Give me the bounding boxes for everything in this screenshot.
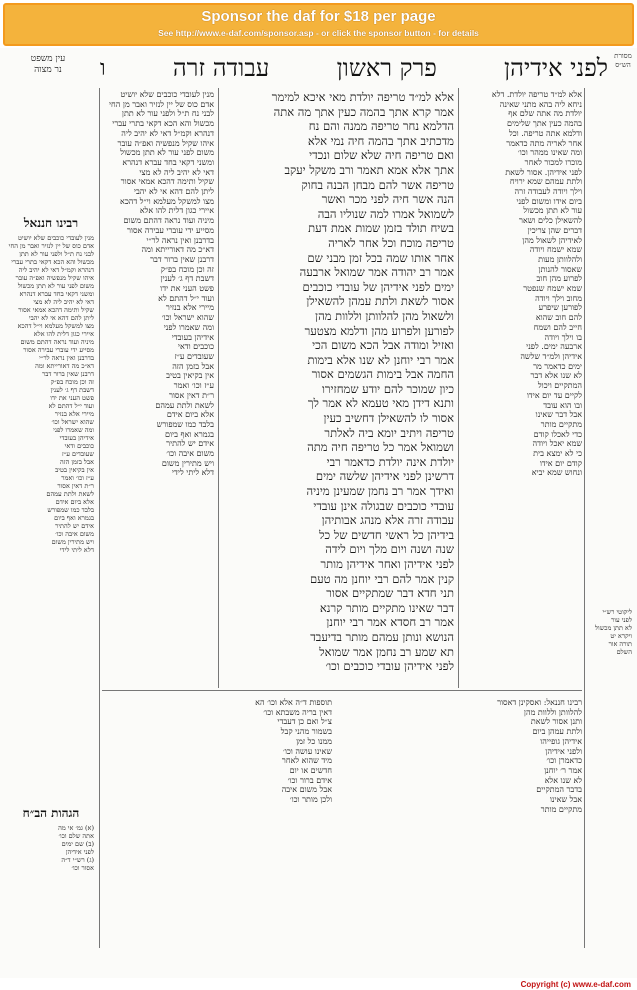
commentary-line: תוספות ד״ה אלא וכו׳ הא [255,698,332,707]
rabbeinu-chananel-line: דא״כ מה דאורייתא ומה [35,362,94,370]
page-header [100,54,608,82]
rabbeinu-chananel-line: פשט העני את ידו [50,394,94,402]
rabbeinu-chananel-line: כוכבים ודאי [64,442,94,450]
rashi-line: בהמה כעין אתך שלימים [507,119,582,129]
gemara-line: יולדת אינה יולדת כדאמר רבי [326,454,454,469]
rashi-line: ולהלוותן מעות [538,254,582,264]
gemara-line: אסור לו להשאילן דחשיב כעין [323,411,454,426]
rashi-line: ביום אידו ומשום לפני [516,196,582,206]
tosafot-column [102,90,214,560]
tosafot-line: אידם יש להתיר [166,439,214,449]
rashi-line: לפורען שיפרע [538,303,582,313]
tosafot-line: שהוא ישראל וכו׳ [161,313,214,323]
commentary-line: לא שנו אלא [544,775,582,785]
rashi-line: יולדת מה אתה שלם אף [508,109,582,119]
rashi-line: לקיים עד יום אידו [526,390,582,400]
commentary-line: אמר ר׳ יוחנן [544,765,582,775]
rashi-line: ודלמא אתה טריפה. וכל [509,128,582,138]
rabbeinu-chananel-line: לשאת ולתת עמהם [46,490,94,498]
masoret-line-1: מסורת [614,52,632,60]
rashi-line: לאידיהן לשאול מהן [522,235,582,245]
gemara-line: לפני אידיהן ואחר אידיהן מותר [320,557,454,571]
side-note-line: לא תתן מכשול [595,624,632,632]
gemara-line: קנין אמר להם רבי יוחנן מה טעם [309,571,454,586]
gemara-line: ואם טריפה חיה שלא שלום ונכדי [309,148,454,163]
rashi-line: אלא למ״ד טריפה יולדת. דלא [491,90,582,99]
rashi-line: ימים כדאמר מר [533,361,582,371]
rashi-line: להם חוב שהוא [535,313,582,323]
rashi-line: בו וילך ויודה [544,332,582,342]
tosafot-line: ועוד י״ל דהתם לא [158,293,214,303]
commentary-line: חדשים או יום [289,765,332,775]
rashi-line: שמא ישמח ויודה [529,245,582,255]
rashi-line: דברים שהן צריכין [527,225,582,235]
gemara-line: טריפה מוכח וכל אחר לאריה [328,235,454,250]
rabbeinu-chananel-line: מסייע ידי עוברי עבירה אסור [23,346,94,354]
tosafot-line: משום איבה וכו׳ [166,449,214,459]
commentary-line: אידיהן גופייהו [540,736,582,746]
gemara-line: לשמואל אמרו למה שנוליו הבה [317,206,454,221]
tosafot-line: שעובדים ע״ז [174,351,214,361]
tosafot-line: בגמרא ואף ביום [164,429,214,439]
gemara-line: בשיח תולד בזמן שמות אמת דעת [308,221,454,236]
commentary-line: אבל משום איבה [281,785,332,795]
masoret-line-2: הש״ס [615,61,631,69]
rabbeinu-chananel-line: משום לפני עור לא תתן מכשול [17,282,94,290]
rabbeinu-chananel-line: ר״ת דאין אסור [57,482,94,490]
tosafot-line: ליתן להם דהא אי לא יהבי [133,187,214,197]
gemara-line: בידיהן כל ראשי חדשים של כל [319,527,454,542]
gemara-line: דבר שאינו מתקיים מותר קרנא [319,600,454,615]
gemara-line: ולשאול מהן להלוותן וללוות מהן [315,308,454,323]
hagahot-line: (ג) רש״י ד״ה [61,856,94,864]
rashi-line: אידיהן ולמ״ד שלשה [520,351,582,361]
commentary-line: ולתת עמהן ביום [532,727,582,737]
tosafot-line: אלא ביום אידם [166,410,214,420]
tosafot-continuation [102,698,332,958]
rashi-line: שמא ישמח שנפטר [523,284,582,294]
hagahot-habach-heading: הגהות הב״ח [22,806,80,820]
rabbeinu-chananel-line: זה וכן מוכח בפ״ק [50,378,94,386]
gemara-line: טריפה אשר להם מבחן הבנה בחוק [301,177,454,192]
commentary-line: רבינו חננאל: ואסקינן דאסור [497,698,582,707]
talmud-page-scan [0,48,637,978]
rashi-line: ובו הוא עובד [543,400,582,410]
gemara-line: ואידך אמר רב נחמן שמעינן מיניה [306,484,454,499]
rashi-line: ניחא ליה בהא מתני שאינה [499,99,582,109]
masoret-label [611,52,635,70]
tosafot-line: דלא ליתי לידי [171,468,214,478]
commentary-line: ממנו כל זמן [296,736,332,746]
ein-mishpat-line-2: נר מצוה [34,65,62,75]
tosafot-line: בלבד כמו שמפורש [156,419,214,429]
ein-mishpat-label [18,54,78,76]
gemara-line: הנושא ונותן עמהם מותר בדיעבד [310,629,454,644]
gemara-line: לפורען ולפרוע מהן ודלמא מצטער [304,323,454,338]
commentary-line: אידם ברור וכו׳ [287,775,332,785]
gemara-line: שנה ושנה ויום מלך ויום לידה [325,542,454,557]
gemara-line: אמר רב חסדא אמר רבי יוחנן [326,615,454,630]
gemara-line: ימים לפני אידיהן של עובדי כוכבים [302,279,454,294]
gemara-line: מדכתיב אתך בהמה חיה נמי אלא [307,133,454,148]
side-note-line: לפני עור [611,616,632,624]
tosafot-line: לשאת ולתת עמהם [155,400,214,410]
tosafot-line: מנין לעובדי כוכבים שלא יושיט [120,90,214,99]
tosafot-line: משום לפני עור לא תתן מכשול [120,148,214,158]
gemara-line: אמר רב יהודה אמר שמואל ארבעה [299,265,454,280]
tosafot-line: כוכבים ודאי [177,342,214,352]
side-note-line: ליקוטי רש״י [602,608,632,616]
tosafot-line: מצו למשקל מעלמא וי״ל דהכא [120,196,214,206]
gemara-line: אחר אותו שמה בכל זמן מבני שם [307,250,454,265]
sponsor-link-text[interactable]: See http://www.e-daf.com/sponsor.asp - or click the sponsor button - for details [158,28,479,38]
rashi-line: ונחוש שמא יביא [531,468,582,478]
commentary-line: אבל שאינו [549,795,582,805]
gemara-line: עבודה זרה אלא מנהג אבותיהן [321,513,454,528]
commentary-line: בדבר המתקיים [536,785,582,795]
tosafot-line: מסייע ידי עוברי עבירה אסור [126,225,214,235]
rabbeinu-chananel-line: ליתן להם דהא אי לא יהבי [28,314,94,322]
gemara-line: תא שמע רב נחמן אמר שמואל [319,644,454,659]
gemara-line: אלא למ״ד טריפה יולדת מאי איכא למימר [271,90,454,104]
commentary-line: ותנן אסור לשאת [530,717,582,727]
folio-number: ו [100,56,106,81]
hagahot-line: (ב) שם ימים [61,840,94,848]
column-divider [218,88,219,688]
commentary-line: להלוותן וללוות מהן [523,707,582,717]
tosafot-line: ומה שאמרו לפני [163,322,214,332]
rabbeinu-chananel-line: איירי כגון דלית להו אלא [33,330,94,338]
rabbeinu-chananel-column [8,234,94,794]
hagahot-line: לפני אידיהן [65,848,94,856]
rashi-line: קודם יום אידו [539,458,582,468]
tosafot-line: אדם כוס של יין לנזיר ואבר מן החי [108,99,214,109]
rashi-line: להשאילן כלים ושאר [519,216,582,226]
commentary-line: מתקיים מותר [540,804,582,814]
hagahot-habach-column [8,824,94,964]
rabbeinu-chananel-line: ועוד י״ל דהתם לא [48,402,94,410]
rashi-line: שאסור להנותן [538,264,582,274]
rabbeinu-chananel-line: אידיהן בעובדי [59,434,94,442]
rashi-line: עור לא תתן מכשול [523,206,582,216]
column-divider [458,88,459,688]
hagahot-line: (א) גמ׳ אי מה [58,824,94,832]
rabbeinu-chananel-line: שקיל ותימה דהכא אמאי אסור [18,306,94,314]
rashi-line: ארבעה ימים. לפני [526,342,582,352]
tosafot-line: ומשני דקאי בחד עברא דנהרא [122,157,214,167]
rashi-line: אבל דבר שאינו [535,410,582,420]
rabbeinu-chananel-line: ע״ז וכו׳ ואמר [61,474,94,482]
rashi-line: ומה שאינו ממהר וכו׳ [517,148,582,158]
rashi-line: המתקיים ויכול [537,381,582,391]
tosafot-line: ויש מתירין משום [161,458,214,468]
rashi-line: מוכרו למכור לאחר [524,157,582,167]
rabbeinu-chananel-line: דשבת דף ג׳ לענין [50,386,94,394]
side-note-line: ויקרא יט [610,632,632,640]
tosafot-line: בדרבנן ואין נראה לר״י [146,235,214,245]
rabbeinu-chananel-line: ומשני דקאי בחד עברא דנהרא [19,290,94,298]
rashi-line: שמא יאכל ויודה [532,439,582,449]
rabbeinu-chananel-line: מנין לעובדי כוכבים שלא יושיט [18,234,94,242]
rashi-line: מתקיים מותר [540,419,582,429]
tosafot-line: איירי כגון דלית להו אלא [139,206,214,216]
rabbeinu-chananel-line: שהוא ישראל וכו׳ [51,418,94,426]
marginal-notes [586,608,632,788]
column-divider [99,88,100,948]
copyright-credit[interactable]: Copyright (c) www.e-daf.com [520,980,631,989]
tosafot-line: לבני נח ת״ל ולפני עור לא תתן [121,109,214,119]
rashi-line: כי לא ימצא בית [533,449,582,459]
gemara-line: ואזיל ומודה אבל הכא משום הכי [312,338,454,353]
rashi-line: לא שנו אלא דבר [530,371,582,381]
commentary-line: דאין בריה משבתא וכו׳ [263,707,332,717]
rabbeinu-chananel-heading: רבינו חננאל [23,216,79,230]
rabbeinu-chananel-line: לבני נח ת״ל ולפני עור לא תתן [19,250,94,258]
gemara-line: תני חדא דבר שמתקיים אסור [326,586,454,601]
side-note-line: השלם [616,648,632,656]
rabbeinu-chananel-line: אידם יש להתיר [55,522,94,530]
gemara-line: אמר קרא אתך בהמה כעין אתך מה אתה [273,104,454,119]
gemara-line: דרשינן לפני אידיהן שלשה ימים [315,469,454,484]
chapter-name: לפני אידיהן [504,53,608,82]
tosafot-line: שקיל ותימה דהכא אמאי אסור [120,177,214,187]
rabbeinu-chananel-line: בלבד כמו שמפורש [47,506,94,514]
tosafot-line: דאי לא יהיב ליה לא מצי [139,167,214,177]
gemara-text [222,90,454,680]
sponsor-banner[interactable] [3,3,634,46]
rabbeinu-chananel-line: דלא ליתי לידי [59,546,94,554]
rabbeinu-chananel-line: אין בקיאין בטיב [55,466,94,474]
gemara-line: עובדי כוכבים שבגולה אינן עובדי [313,498,454,513]
rabbeinu-chananel-line: דרבנן שאין ברור דבר [42,370,94,378]
gemara-line: ותנא דידן מאי טעמא לא אמר לך [307,396,454,411]
rabbeinu-chananel-line: אלא ביום אידם [55,498,94,506]
rabbeinu-chananel-line: בדרבנן ואין נראה לר״י [39,354,94,362]
rashi-line: חייב להם ושמח [533,322,582,332]
gemara-line: אסור לשאת ולתת עמהן להשאילן [306,294,454,309]
column-divider [584,88,585,948]
tosafot-line: אבל בזמן הזה [172,361,214,371]
tosafot-line: איהו שקיל מנפשיה ואפ״ה עובר [117,138,214,148]
commentary-line: כדאמרן וכו׳ [546,756,582,766]
ein-mishpat-line-1: עין משפט [30,54,66,64]
tosafot-line: ר״ת דאין אסור [168,390,214,400]
rashi-line: מחוב וילך ויודה [535,293,582,303]
gemara-line: לפני אידיהן עובדי כוכבים וכו׳ [325,659,454,674]
gemara-line: כיון שמוכר להם יודע שמחזירו [321,381,454,396]
commentary-line: ולפני אידיהן [545,746,582,756]
hagahot-line: אתה שלם וכו׳ [58,832,94,840]
rashi-line: לפני אידיהן. אסור לשאת [505,167,582,177]
rabbeinu-chananel-line: מיירי אלא בנזיר [54,410,94,418]
rabbeinu-chananel-line: אדם כוס של יין לנזיר ואבר מן החי [8,242,94,250]
hagahot-line: אסור וכו׳ [71,864,94,872]
rashi-line: כדי לאכלו קודם [533,429,582,439]
sponsor-title[interactable]: Sponsor the daf for $18 per page [201,8,436,25]
commentary-line: צ״ל ואם כן דעבדי [277,717,332,727]
rabbeinu-chananel-line: משום איבה וכו׳ [55,530,94,538]
gemara-line: הדלמא נחר טריפה ממנה והם נח [308,119,454,134]
gemara-line: הנה אשר חיה לפני מכר ואשר [321,192,454,207]
tosafot-line: דנהרא וקמ״ל דאי לא יהיב ליה [121,128,214,138]
gemara-line: ושמואל אמר כל טריפה חיה מתה [307,440,454,455]
tosafot-line: מכשול והא הכא דקאי בתרי עברי [112,119,214,129]
rabbeinu-chananel-line: ויש מתירין משום [51,538,94,546]
rabbeinu-chananel-line: מצו למשקל מעלמא וי״ל דהכא [17,322,94,330]
rabbeinu-chananel-line: מיניה ועוד נראה דהתם משום [20,338,94,346]
commentary-line: ולכן מותר וכו׳ [289,795,332,805]
tosafot-line: אידיהן בעובדי [171,332,214,342]
gemara-line: אמר רבי יוחנן לא שנו אלא בימות [307,352,454,367]
tosafot-line: דשבת דף ג׳ לענין [160,274,214,284]
commentary-line: מיד שהוא לאחר [281,756,332,766]
rashi-continuation [340,698,582,958]
tosafot-line: דרבנן שאין ברור דבר [150,254,214,264]
rabbeinu-chananel-line: בגמרא ואף ביום [54,514,94,522]
tosafot-line: דא״כ מה דאורייתא ומה [141,245,214,255]
rashi-line: לפרוע מהן חוב [536,274,582,284]
rashi-column [462,90,582,680]
tosafot-line: ע״ז וכו׳ ואמר [173,381,214,391]
section-divider [102,690,582,691]
tosafot-line: זה וכן מוכח בפ״ק [160,264,214,274]
gemara-line: טריפה ויתיב יומא ביה לאלתר [324,425,454,440]
commentary-line: שאינו עושה וכו׳ [283,746,332,756]
rabbeinu-chananel-line: דאי לא יהיב ליה לא מצי [33,298,94,306]
tosafot-line: אין בקיאין בטיב [166,371,214,381]
rabbeinu-chananel-line: שעובדים ע״ז [62,450,94,458]
gemara-line: אתך אלא אמא תאמר ורב משקל יעקב [284,162,454,177]
rabbeinu-chananel-line: איהו שקיל מנפשיה ואפ״ה עובר [15,274,94,282]
rashi-line: ולתת עמהם שמא ירויח [509,177,582,187]
side-note-line: תורה אור [608,640,632,648]
commentary-line: בשמור מהני קבל [280,727,332,737]
tractate-name: עבודה זרה [172,53,270,82]
rabbeinu-chananel-line: מכשול והא הכא דקאי בתרי עברי [11,258,94,266]
rashi-line: וילך ויודה לעבודה זרה [514,187,582,197]
tosafot-line: מיניה ועוד נראה דהתם משום [123,216,214,226]
rabbeinu-chananel-line: אבל בזמן הזה [60,458,94,466]
rashi-line: אחר לאריה מתה כדאמר [506,138,582,148]
tosafot-line: פשט העני את ידו [160,284,214,294]
rabbeinu-chananel-line: דנהרא וקמ״ל דאי לא יהיב ליה [18,266,94,274]
chapter-number: פרק ראשון [336,53,437,82]
rabbeinu-chananel-line: ומה שאמרו לפני [53,426,94,434]
tosafot-line: מיירי אלא בנזיר [165,303,214,313]
gemara-line: החמה אבל בימות הגשמים אסור [311,367,454,382]
